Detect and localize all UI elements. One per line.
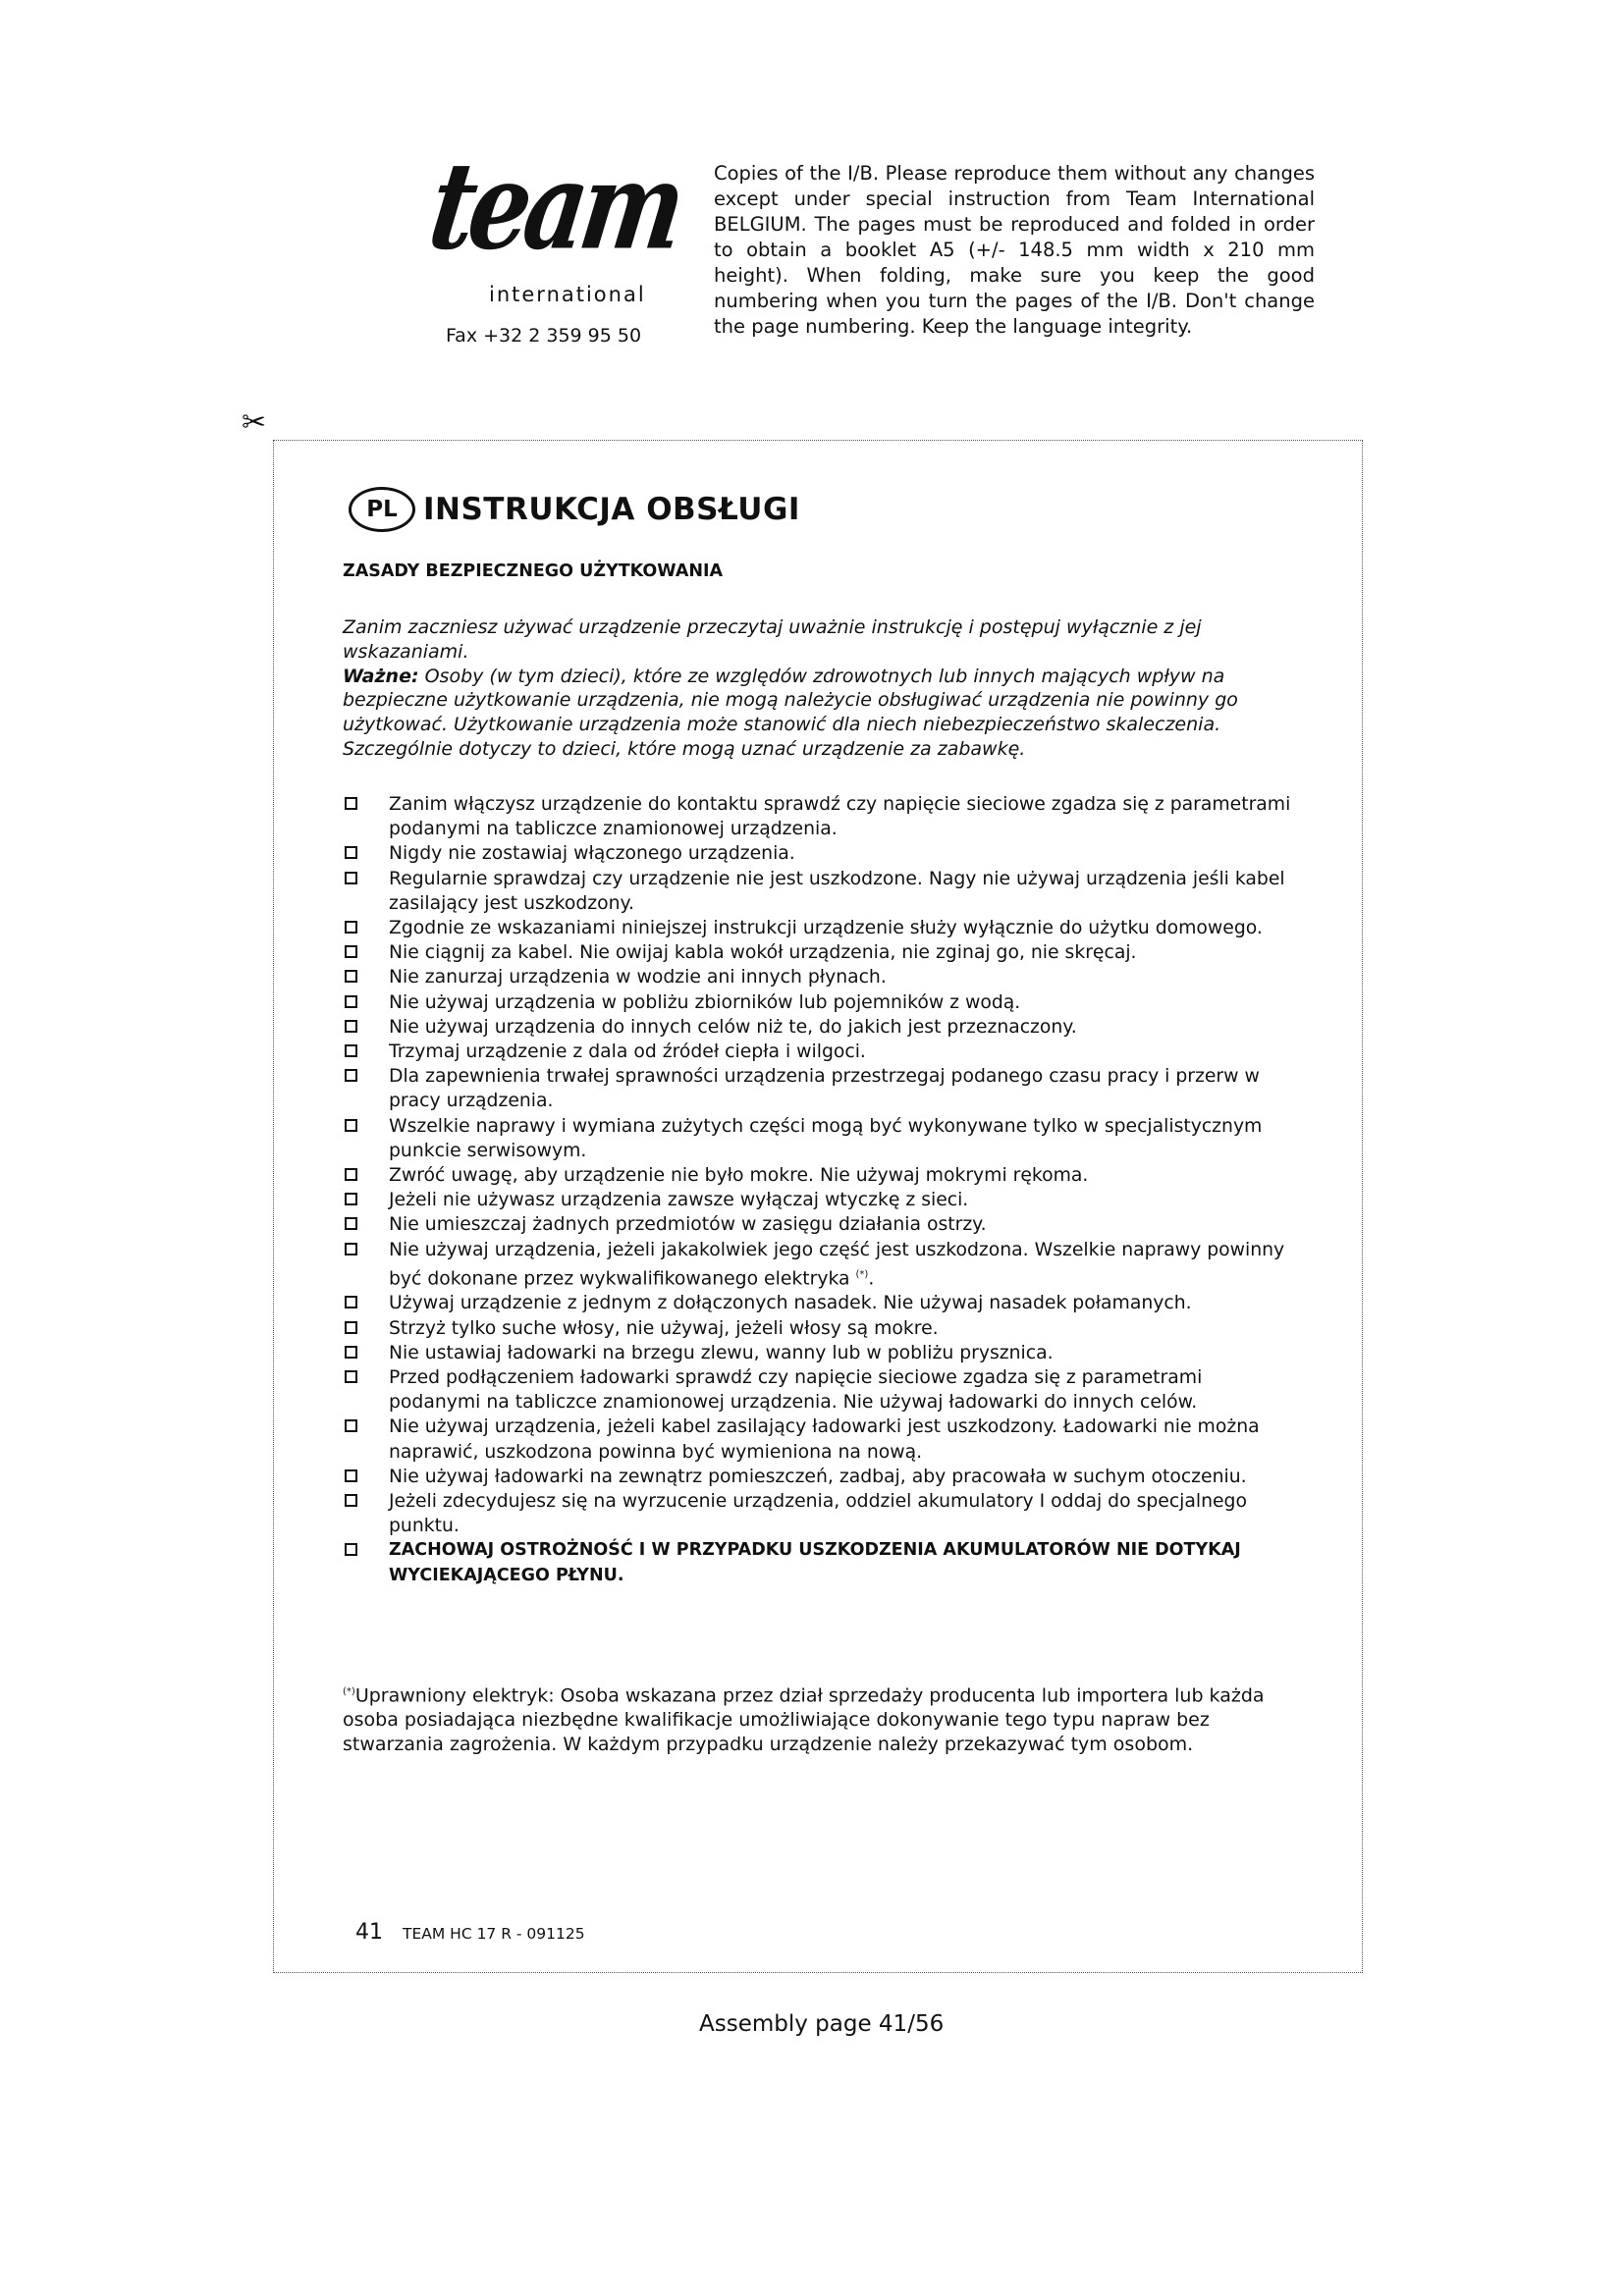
list-item: Zgodnie ze wskazaniami niniejszej instrukcji urządzenie służy wyłącznie do użytku domowego.: [343, 916, 1295, 940]
logo-subtitle: international: [489, 283, 646, 306]
list-item-warning: ZACHOWAJ OSTROŻNOŚĆ I W PRZYPADKU USZKODZENIA AKUMULATORÓW NIE DOTYKAJ WYCIEKAJĄCEGO PŁYNU.: [343, 1538, 1295, 1587]
list-item: Wszelkie naprawy i wymiana zużytych części mogą być wykonywane tylko w specjalistycznym punkcie serwisowym.: [343, 1114, 1295, 1163]
checkbox-icon: [345, 1243, 357, 1255]
list-item: Zanim włączysz urządzenie do kontaktu sprawdź czy napięcie sieciowe zgadza się z parametrami podanymi na tabliczce znamionowej urządzenia.: [343, 792, 1295, 841]
list-item: Nie ciągnij za kabel. Nie owijaj kabla wokół urządzenia, nie zginaj go, nie skręcaj.: [343, 940, 1295, 965]
checkbox-icon: [345, 797, 357, 810]
checkbox-icon: [345, 1543, 357, 1556]
list-item: Używaj urządzenie z jednym z dołączonych nasadek. Nie używaj nasadek połamanych.: [343, 1291, 1295, 1315]
intro-paragraph: Zanim zaczniesz używać urządzenie przeczytaj uważnie instrukcję i postępuj wyłącznie z jej wskazaniami.: [343, 616, 1202, 663]
checkbox-icon: [345, 846, 357, 859]
checkbox-icon: [345, 1217, 357, 1230]
safety-rules-list: [343, 792, 1295, 1588]
section-title: ZASADY BEZPIECZNEGO UŻYTKOWANIA: [343, 561, 724, 581]
footnote-marker: (*): [343, 1686, 355, 1697]
list-item: Jeżeli zdecydujesz się na wyrzucenie urządzenia, oddziel akumulatory I oddaj do specjalnego punktu.: [343, 1489, 1295, 1538]
logo-word: team: [421, 135, 688, 278]
team-logo: [421, 135, 688, 314]
list-item: Dla zapewnienia trwałej sprawności urządzenia przestrzegaj podanego czasu pracy i przerw w pracy urządzenia.: [343, 1064, 1295, 1113]
list-item: Nie używaj urządzenia do innych celów niż te, do jakich jest przeznaczony.: [343, 1015, 1295, 1040]
list-item: Nie ustawiaj ładowarki na brzegu zlewu, wanny lub w pobliżu prysznica.: [343, 1341, 1295, 1365]
page-title: [349, 487, 800, 532]
important-paragraph: [343, 665, 1295, 762]
copies-note: Copies of the I/B. Please reproduce them without any changes except under special instruction from Team International BELGIUM. The pages must be reproduced and folded in order to obtain a booklet A5 (+/- 148.5 mm width x 210 mm height). When folding, make sure you keep the good numbering when you turn the pages of the I/B. Don't change the page numbering. Keep the language integrity.: [714, 162, 1315, 338]
checkbox-icon: [345, 945, 357, 958]
checkbox-icon: [345, 1469, 357, 1482]
checkbox-icon: [345, 1020, 357, 1033]
checkbox-icon: [345, 995, 357, 1008]
list-item: Nie używaj urządzenia, jeżeli jakakolwiek jego część jest uszkodzona. Wszelkie naprawy powinny być dokonane przez wykwalifikowanego elektryka (*).: [343, 1238, 1295, 1292]
list-item: Trzymaj urządzenie z dala od źródeł ciepła i wilgoci.: [343, 1040, 1295, 1064]
checkbox-icon: [345, 1044, 357, 1057]
important-text: Osoby (w tym dzieci), które ze względów zdrowotnych lub innych mających wpływ na bezpieczne użytkowanie urządzenia, nie mogą należycie obsługiwać urządzenia nie powinny go użytkować. Użytkowanie urządzenia może stanowić dla niech niebezpieczeństwo skaleczenia. Szczególnie dotyczy to dzieci, które mogą uznać urządzenie za zabawkę.: [343, 665, 1238, 760]
checkbox-icon: [345, 872, 357, 884]
language-badge: PL: [349, 487, 415, 532]
fax-number: Fax +32 2 359 95 50: [446, 325, 642, 347]
list-item: Nigdy nie zostawiaj włączonego urządzenia.: [343, 841, 1295, 866]
footnote-marker: (*): [855, 1268, 869, 1280]
model-code: TEAM HC 17 R - 091125: [403, 1925, 585, 1943]
list-item: Jeżeli nie używasz urządzenia zawsze wyłączaj wtyczkę z sieci.: [343, 1188, 1295, 1212]
page-number: 41: [355, 1920, 383, 1945]
list-item: Nie używaj urządzenia, jeżeli kabel zasilający ładowarki jest uszkodzony. Ładowarki nie można naprawić, uszkodzona powinna być wymieniona na nową.: [343, 1415, 1295, 1464]
checkbox-icon: [345, 921, 357, 934]
assembly-page-label: Assembly page 41/56: [699, 2011, 945, 2037]
checkbox-icon: [345, 1193, 357, 1205]
checkbox-icon: [345, 1168, 357, 1181]
checkbox-icon: [345, 1494, 357, 1507]
list-item: Strzyż tylko suche włosy, nie używaj, jeżeli włosy są mokre.: [343, 1316, 1295, 1341]
checkbox-icon: [345, 1296, 357, 1308]
list-item: Nie umieszczaj żadnych przedmiotów w zasięgu działania ostrzy.: [343, 1212, 1295, 1237]
list-item: Nie używaj ładowarki na zewnątrz pomieszczeń, zadbaj, aby pracowała w suchym otoczeniu.: [343, 1465, 1295, 1489]
checkbox-icon: [345, 1346, 357, 1359]
list-item: Przed podłączeniem ładowarki sprawdź czy napięcie sieciowe zgadza się z parametrami podanymi na tabliczce znamionowej urządzenia. Nie używaj ładowarki do innych celów.: [343, 1365, 1295, 1415]
list-item: Nie używaj urządzenia w pobliżu zbiorników lub pojemników z wodą.: [343, 990, 1295, 1015]
list-item: Zwróć uwagę, aby urządzenie nie było mokre. Nie używaj mokrymi rękoma.: [343, 1163, 1295, 1188]
footnote-text: Uprawniony elektryk: Osoba wskazana przez dział sprzedaży producenta lub importera lub każda osoba posiadająca niezbędne kwalifikacje umożliwiające dokonywanie tego typu napraw bez stwarzania zagrożenia. W każdym przypadku urządzenie należy przekazywać tym osobom.: [343, 1684, 1265, 1756]
intro-text: [343, 615, 1295, 762]
list-item: Regularnie sprawdzaj czy urządzenie nie jest uszkodzone. Nagy nie używaj urządzenia jeśli kabel zasilający jest uszkodzony.: [343, 867, 1295, 916]
checkbox-icon: [345, 1119, 357, 1132]
checkbox-icon: [345, 1069, 357, 1082]
checkbox-icon: [345, 1321, 357, 1334]
checkbox-icon: [345, 1370, 357, 1383]
important-label: Ważne:: [343, 665, 419, 687]
scissors-icon: ✂: [242, 405, 267, 440]
checkbox-icon: [345, 1419, 357, 1432]
manual-title: INSTRUKCJA OBSŁUGI: [423, 492, 800, 527]
footnote: [343, 1680, 1285, 1757]
list-item: Nie zanurzaj urządzenia w wodzie ani innych płynach.: [343, 965, 1295, 989]
checkbox-icon: [345, 970, 357, 983]
